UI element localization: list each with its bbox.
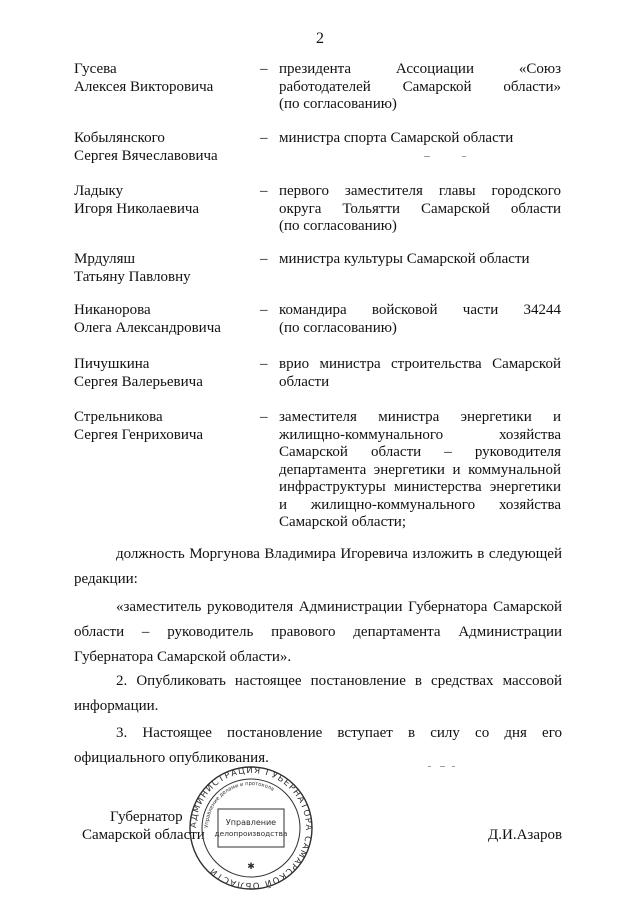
member-surname: Пичушкина xyxy=(74,356,150,372)
dash: – xyxy=(260,302,268,318)
member-role xyxy=(279,61,561,114)
role-line: Самарской области; xyxy=(279,514,406,530)
member-name xyxy=(74,130,254,165)
role-line: Самарской области – руководителя xyxy=(279,444,561,460)
seal-center-line1: Управление xyxy=(225,818,277,827)
role-line: президента Ассоциации «Союз xyxy=(279,61,561,77)
scan-speck xyxy=(424,156,430,157)
role-line: министра культуры Самарской области xyxy=(279,251,530,267)
member-name xyxy=(74,356,254,391)
seal-star-icon: ✱ xyxy=(247,862,255,872)
role-line: инфраструктуры министерства энергетики xyxy=(279,479,561,495)
member-surname: Стрельникова xyxy=(74,409,163,425)
role-line: департамента энергетики и коммунальной xyxy=(279,461,561,478)
member-role xyxy=(279,251,561,269)
paragraph-line: должность Моргунова Владимира Игоревича изложить в следующей xyxy=(116,546,562,562)
signature-title-line2: Самарской области xyxy=(82,827,205,843)
dash: – xyxy=(260,409,268,425)
member-surname: Мрдуляш xyxy=(74,251,136,267)
scan-speck xyxy=(428,766,431,767)
dash: – xyxy=(260,183,268,199)
member-given-names: Сергея Вячеславовича xyxy=(74,147,218,164)
paragraph-line: информации. xyxy=(74,698,159,714)
role-line: командира войсковой части 34244 xyxy=(279,302,561,318)
member-surname: Никанорова xyxy=(74,302,151,318)
seal-center-line2: делопроизводства xyxy=(214,829,288,838)
signature-name: Д.И.Азаров xyxy=(488,827,563,843)
member-surname: Кобылянского xyxy=(74,130,165,146)
paragraph-line: официального опубликования. xyxy=(74,750,269,766)
paragraph-line: области – руководитель правового департамента Администрации xyxy=(74,624,562,640)
member-given-names: Алексея Викторовича xyxy=(74,78,214,95)
member-name xyxy=(74,302,254,337)
paragraph-line: Губернатора Самарской области». xyxy=(74,649,292,665)
member-surname: Ладыку xyxy=(74,183,124,199)
member-name xyxy=(74,61,254,96)
member-given-names: Сергея Валерьевича xyxy=(74,373,203,390)
paragraph-line: редакции: xyxy=(74,571,138,587)
role-line: (по согласованию) xyxy=(279,218,397,234)
scan-speck xyxy=(440,766,445,767)
scan-speck xyxy=(452,766,455,767)
dash: – xyxy=(260,61,268,77)
paragraph-line: 3. Настоящее постановление вступает в силу со дня его xyxy=(116,725,562,741)
role-line: первого заместителя главы городского xyxy=(279,183,561,199)
member-role xyxy=(279,356,561,391)
paragraph-line: 2. Опубликовать настоящее постановление в средствах массовой xyxy=(116,673,562,689)
member-role xyxy=(279,302,561,337)
member-name xyxy=(74,409,254,444)
role-line: работодателей Самарской области» xyxy=(279,78,561,95)
role-line: области xyxy=(279,373,330,390)
role-line: и жилищно-коммунального хозяйства xyxy=(279,496,561,513)
role-line: врио министра строительства Самарской xyxy=(279,356,561,372)
seal-center-box xyxy=(218,809,284,847)
member-given-names: Олега Александровича xyxy=(74,319,221,336)
paragraph-item-2 xyxy=(74,669,562,719)
role-line: жилищно-коммунального хозяйства xyxy=(279,426,561,443)
role-line: (по согласованию) xyxy=(279,96,397,112)
member-role xyxy=(279,409,561,532)
dash: – xyxy=(260,356,268,372)
paragraph-line: «заместитель руководителя Администрации Губернатора Самарской xyxy=(116,599,562,615)
member-name xyxy=(74,183,254,218)
member-given-names: Игоря Николаевича xyxy=(74,200,200,217)
role-line: заместителя министра энергетики и xyxy=(279,409,561,425)
scan-speck xyxy=(462,156,466,157)
role-line: (по согласованию) xyxy=(279,319,397,336)
role-line: министра спорта Самарской области xyxy=(279,130,514,146)
paragraph-new-title xyxy=(74,595,562,670)
paragraph-position-change xyxy=(74,542,562,592)
member-role xyxy=(279,130,561,148)
member-surname: Гусева xyxy=(74,61,117,77)
member-name xyxy=(74,251,254,286)
seal-outer-text-path: АДМИНИСТРАЦИЯ ГУБЕРНАТОРА САМАРСКОЙ ОБЛАСТИ xyxy=(188,765,314,891)
page-number: 2 xyxy=(316,30,324,47)
member-role xyxy=(279,183,561,236)
dash: – xyxy=(260,251,268,267)
member-given-names: Сергея Генриховича xyxy=(74,426,204,443)
dash: – xyxy=(260,130,268,146)
paragraph-item-3 xyxy=(74,721,562,771)
role-line: округа Тольятти Самарской области xyxy=(279,200,561,217)
official-seal-stamp xyxy=(188,765,314,891)
signature-title-line1: Губернатор xyxy=(110,809,183,825)
seal-inner-text-path: Управление делами и протокола xyxy=(203,780,275,829)
member-given-names: Татьяну Павловну xyxy=(74,268,191,285)
